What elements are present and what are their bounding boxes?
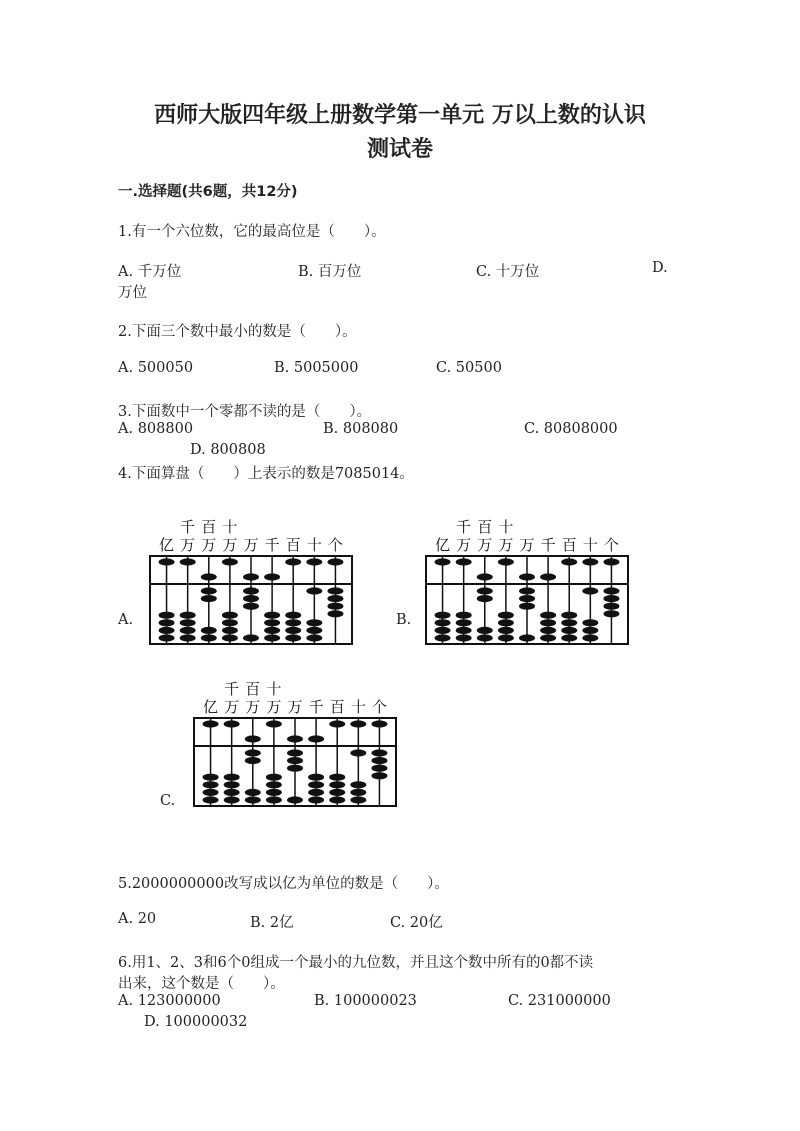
abacus-lower-bead — [224, 781, 240, 788]
question-3-option-c[interactable]: C. 80808000 — [524, 421, 618, 437]
abacus-lower-bead — [308, 781, 324, 788]
abacus-lower-bead — [603, 603, 619, 610]
abacus-lower-bead — [477, 634, 493, 641]
abacus-top-label: 千 — [224, 680, 240, 698]
abacus-place-label: 万 — [498, 536, 514, 554]
abacus-lower-bead — [264, 612, 280, 619]
abacus-upper-bead — [308, 735, 324, 742]
abacus-upper-bead — [264, 573, 280, 580]
abacus-lower-bead — [561, 612, 577, 619]
abacus-lower-bead — [201, 595, 217, 602]
question-1-option-b[interactable]: B. 百万位 — [298, 264, 362, 280]
abacus-lower-bead — [266, 774, 282, 781]
question-6-option-a[interactable]: A. 123000000 — [118, 993, 221, 1009]
abacus-top-label: 千 — [456, 518, 472, 536]
question-3-option-b[interactable]: B. 808080 — [323, 421, 399, 437]
abacus-upper-bead — [222, 558, 238, 565]
abacus-place-label: 万 — [266, 698, 282, 716]
abacus-lower-bead — [245, 789, 261, 796]
abacus-lower-bead — [498, 619, 514, 626]
abacus-lower-bead — [245, 757, 261, 764]
abacus-lower-bead — [350, 789, 366, 796]
question-6-option-c[interactable]: C. 231000000 — [508, 993, 611, 1009]
abacus-lower-bead — [498, 634, 514, 641]
abacus-svg — [146, 520, 356, 650]
abacus-lower-bead — [287, 757, 303, 764]
abacus-lower-bead — [201, 634, 217, 641]
abacus-lower-bead — [245, 796, 261, 803]
abacus-lower-bead — [327, 603, 343, 610]
abacus-lower-bead — [329, 781, 345, 788]
abacus-lower-bead — [435, 627, 451, 634]
abacus-upper-bead — [203, 720, 219, 727]
abacus-lower-bead — [264, 619, 280, 626]
abacus-lower-bead — [203, 789, 219, 796]
abacus-lower-bead — [243, 587, 259, 594]
question-2-option-a[interactable]: A. 500050 — [118, 360, 194, 376]
abacus-lower-bead — [329, 796, 345, 803]
abacus-lower-bead — [287, 796, 303, 803]
abacus-upper-bead — [245, 735, 261, 742]
abacus-upper-bead — [561, 558, 577, 565]
abacus-lower-bead — [327, 587, 343, 594]
abacus-svg — [190, 682, 400, 812]
abacus-lower-bead — [540, 634, 556, 641]
abacus-lower-bead — [180, 627, 196, 634]
page-title-line2: 测试卷 — [366, 137, 433, 162]
abacus-place-label: 万 — [287, 698, 303, 716]
abacus-lower-bead — [285, 619, 301, 626]
abacus-upper-bead — [224, 720, 240, 727]
abacus-upper-bead — [266, 720, 282, 727]
abacus-upper-bead — [329, 720, 345, 727]
abacus-lower-bead — [456, 612, 472, 619]
abacus-lower-bead — [203, 781, 219, 788]
abacus-lower-bead — [224, 796, 240, 803]
abacus-upper-bead — [287, 735, 303, 742]
abacus-upper-bead — [519, 573, 535, 580]
abacus-top-label: 十 — [266, 680, 282, 698]
abacus-lower-bead — [306, 587, 322, 594]
abacus-lower-bead — [285, 627, 301, 634]
question-4-option-c[interactable]: C. — [160, 793, 176, 809]
abacus-lower-bead — [159, 619, 175, 626]
abacus-place-label: 亿 — [159, 536, 175, 554]
abacus-place-label: 万 — [180, 536, 196, 554]
abacus-lower-bead — [201, 627, 217, 634]
abacus-upper-bead — [180, 558, 196, 565]
abacus-svg — [422, 520, 632, 650]
abacus-place-label: 个 — [603, 536, 619, 554]
abacus-lower-bead — [603, 595, 619, 602]
abacus-place-label: 十 — [350, 698, 366, 716]
abacus-lower-bead — [561, 619, 577, 626]
abacus-lower-bead — [582, 634, 598, 641]
abacus-lower-bead — [456, 619, 472, 626]
abacus-lower-bead — [159, 634, 175, 641]
abacus-lower-bead — [456, 627, 472, 634]
question-5-option-c[interactable]: C. 20亿 — [390, 915, 443, 931]
abacus-place-label: 万 — [477, 536, 493, 554]
abacus-lower-bead — [603, 610, 619, 617]
abacus-lower-bead — [327, 595, 343, 602]
abacus-lower-bead — [350, 781, 366, 788]
abacus-lower-bead — [456, 634, 472, 641]
abacus-lower-bead — [477, 587, 493, 594]
abacus-top-label: 十 — [222, 518, 238, 536]
abacus-upper-bead — [201, 573, 217, 580]
abacus-place-label: 十 — [582, 536, 598, 554]
abacus-lower-bead — [308, 789, 324, 796]
abacus-place-label: 千 — [308, 698, 324, 716]
abacus-lower-bead — [540, 627, 556, 634]
abacus-upper-bead — [285, 558, 301, 565]
abacus-lower-bead — [327, 610, 343, 617]
abacus-lower-bead — [159, 612, 175, 619]
question-6-stem-line2: 出来，这个数是（ ）。 — [118, 976, 285, 992]
question-5-option-a[interactable]: A. 20 — [118, 911, 157, 927]
question-4-stem: 4.下面算盘（ ）上表示的数是7085014。 — [118, 466, 414, 482]
question-5-stem: 5.2000000000改写成以亿为单位的数是（ ）。 — [118, 876, 449, 892]
abacus-upper-bead — [435, 558, 451, 565]
abacus-lower-bead — [371, 757, 387, 764]
abacus-lower-bead — [371, 765, 387, 772]
abacus-place-label: 万 — [519, 536, 535, 554]
abacus-b — [422, 520, 632, 650]
question-3-option-d[interactable]: D. 800808 — [190, 442, 266, 458]
abacus-upper-bead — [350, 720, 366, 727]
question-2-option-c[interactable]: C. 50500 — [436, 360, 502, 376]
abacus-lower-bead — [306, 627, 322, 634]
abacus-lower-bead — [350, 749, 366, 756]
abacus-lower-bead — [582, 587, 598, 594]
abacus-lower-bead — [519, 634, 535, 641]
abacus-top-label: 百 — [477, 518, 493, 536]
abacus-lower-bead — [540, 619, 556, 626]
abacus-lower-bead — [582, 619, 598, 626]
question-6-stem-line1: 6.用1、2、3和6个0组成一个最小的九位数，并且这个数中所有的0都不读 — [118, 955, 594, 971]
abacus-lower-bead — [519, 587, 535, 594]
abacus-lower-bead — [308, 774, 324, 781]
abacus-lower-bead — [371, 772, 387, 779]
abacus-place-label: 百 — [285, 536, 301, 554]
abacus-upper-bead — [243, 573, 259, 580]
abacus-lower-bead — [243, 634, 259, 641]
abacus-lower-bead — [243, 603, 259, 610]
question-1-option-d[interactable]: D. — [652, 260, 668, 276]
abacus-lower-bead — [477, 595, 493, 602]
abacus-place-label: 百 — [561, 536, 577, 554]
abacus-lower-bead — [224, 789, 240, 796]
abacus-place-label: 亿 — [203, 698, 219, 716]
abacus-lower-bead — [435, 619, 451, 626]
abacus-upper-bead — [603, 558, 619, 565]
abacus-lower-bead — [285, 634, 301, 641]
abacus-upper-bead — [540, 573, 556, 580]
abacus-lower-bead — [222, 619, 238, 626]
abacus-lower-bead — [306, 619, 322, 626]
abacus-lower-bead — [498, 612, 514, 619]
question-2-option-b[interactable]: B. 5005000 — [274, 360, 359, 376]
abacus-top-label: 百 — [201, 518, 217, 536]
abacus-lower-bead — [498, 627, 514, 634]
section-heading: 一.选择题(共6题，共12分) — [118, 184, 298, 200]
abacus-lower-bead — [603, 587, 619, 594]
abacus-lower-bead — [264, 634, 280, 641]
abacus-lower-bead — [308, 796, 324, 803]
abacus-c — [190, 682, 400, 812]
abacus-place-label: 个 — [327, 536, 343, 554]
abacus-place-label: 十 — [306, 536, 322, 554]
abacus-upper-bead — [498, 558, 514, 565]
abacus-place-label: 千 — [540, 536, 556, 554]
abacus-upper-bead — [456, 558, 472, 565]
abacus-place-label: 个 — [371, 698, 387, 716]
abacus-upper-bead — [582, 558, 598, 565]
abacus-lower-bead — [561, 627, 577, 634]
abacus-a — [146, 520, 356, 650]
abacus-place-label: 万 — [224, 698, 240, 716]
question-5-option-b[interactable]: B. 2亿 — [250, 915, 294, 931]
abacus-lower-bead — [329, 789, 345, 796]
abacus-lower-bead — [435, 612, 451, 619]
abacus-lower-bead — [159, 627, 175, 634]
abacus-lower-bead — [371, 749, 387, 756]
abacus-place-label: 万 — [243, 536, 259, 554]
abacus-upper-bead — [371, 720, 387, 727]
abacus-lower-bead — [222, 634, 238, 641]
question-2-stem: 2.下面三个数中最小的数是（ ）。 — [118, 324, 357, 340]
abacus-lower-bead — [540, 612, 556, 619]
question-1-stem: 1.有一个六位数，它的最高位是（ ）。 — [118, 224, 386, 240]
abacus-lower-bead — [285, 612, 301, 619]
abacus-lower-bead — [477, 627, 493, 634]
abacus-lower-bead — [329, 774, 345, 781]
abacus-lower-bead — [582, 627, 598, 634]
abacus-lower-bead — [180, 619, 196, 626]
abacus-place-label: 千 — [264, 536, 280, 554]
abacus-lower-bead — [519, 595, 535, 602]
abacus-lower-bead — [266, 781, 282, 788]
abacus-lower-bead — [222, 612, 238, 619]
abacus-place-label: 亿 — [435, 536, 451, 554]
abacus-lower-bead — [245, 749, 261, 756]
abacus-place-label: 万 — [245, 698, 261, 716]
question-3-option-a[interactable]: A. 808800 — [118, 421, 194, 437]
abacus-place-label: 万 — [456, 536, 472, 554]
abacus-lower-bead — [266, 789, 282, 796]
question-1-option-d-wrap: 万位 — [118, 285, 147, 301]
abacus-lower-bead — [203, 774, 219, 781]
question-1-option-a[interactable]: A. 千万位 — [118, 264, 182, 280]
question-4-option-a[interactable]: A. — [118, 612, 134, 628]
question-1-option-c[interactable]: C. 十万位 — [476, 264, 540, 280]
question-6-option-b[interactable]: B. 100000023 — [314, 993, 417, 1009]
abacus-place-label: 百 — [329, 698, 345, 716]
abacus-lower-bead — [203, 796, 219, 803]
abacus-lower-bead — [435, 634, 451, 641]
abacus-lower-bead — [201, 587, 217, 594]
abacus-lower-bead — [180, 634, 196, 641]
abacus-top-label: 千 — [180, 518, 196, 536]
abacus-lower-bead — [264, 627, 280, 634]
abacus-lower-bead — [224, 774, 240, 781]
abacus-lower-bead — [287, 749, 303, 756]
abacus-place-label: 万 — [201, 536, 217, 554]
abacus-upper-bead — [477, 573, 493, 580]
abacus-lower-bead — [222, 627, 238, 634]
abacus-top-label: 百 — [245, 680, 261, 698]
abacus-lower-bead — [287, 765, 303, 772]
abacus-lower-bead — [180, 612, 196, 619]
abacus-lower-bead — [561, 634, 577, 641]
question-4-option-b[interactable]: B. — [396, 612, 412, 628]
question-6-option-d[interactable]: D. 100000032 — [144, 1014, 248, 1030]
abacus-lower-bead — [243, 595, 259, 602]
abacus-place-label: 万 — [222, 536, 238, 554]
abacus-lower-bead — [519, 603, 535, 610]
question-3-stem: 3.下面数中一个零都不读的是（ ）。 — [118, 404, 372, 420]
abacus-lower-bead — [306, 634, 322, 641]
abacus-lower-bead — [266, 796, 282, 803]
page-title-line1: 西师大版四年级上册数学第一单元 万以上数的认识 — [154, 103, 646, 128]
abacus-upper-bead — [327, 558, 343, 565]
abacus-top-label: 十 — [498, 518, 514, 536]
abacus-upper-bead — [306, 558, 322, 565]
abacus-lower-bead — [350, 796, 366, 803]
abacus-upper-bead — [159, 558, 175, 565]
